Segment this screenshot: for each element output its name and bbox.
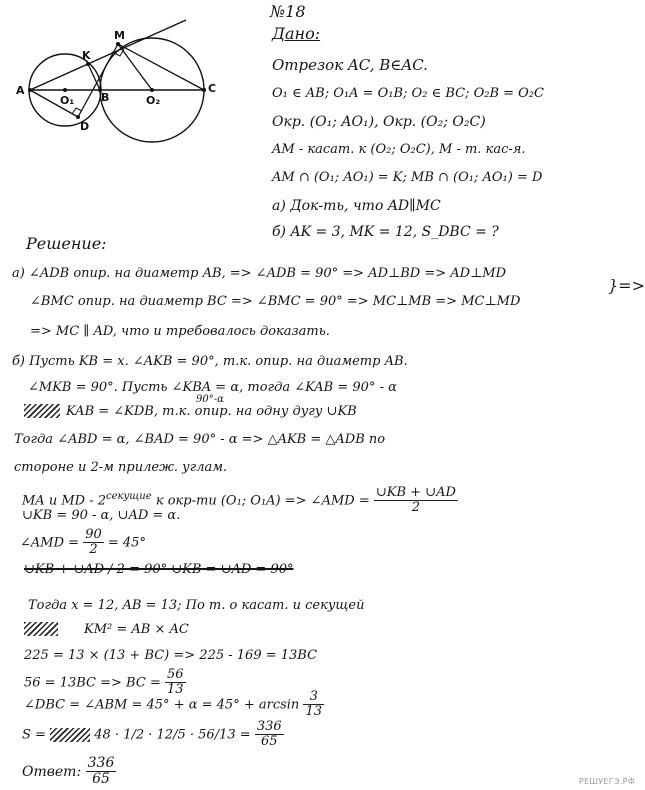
point-label-m: M [114,29,125,42]
amd-value-denominator: 2 [89,542,98,558]
point-label-d: D [80,120,90,133]
amd-value-numerator: 90 [85,527,102,542]
part-a-line-1: а) ∠ADB опир. на диаметр AB, => ∠ADB = 90° => AD⊥BD => AD⊥MD [12,266,507,281]
arcsin-fraction [303,690,324,720]
answer-denominator: 65 [92,771,110,788]
point-label-c: C [208,82,217,95]
segment-mc [118,44,204,90]
arcsin-numerator: 3 [303,690,324,705]
part-b-line-13 [24,690,324,720]
given-line-7: б) AK = 3, MK = 12, S_DBC = ? [272,224,499,240]
part-b-line-3: KAB = ∠KDB, т.к. опир. на одну дугу ∪KB [66,404,357,419]
problem-number: №18 [270,2,306,21]
answer-numerator: 336 [87,755,115,771]
center-label-o1: O₁ [60,94,75,107]
part-a-line-3: => MC ∥ AD, что и требовалось доказать. [30,324,330,339]
point-label-k: K [82,49,91,62]
part-b-line-6-sup: секущие [106,490,152,502]
given-line-1: Отрезок AC, B∈AC. [272,56,428,74]
answer-label: Ответ: [22,763,82,780]
area-part-1: 48 [94,727,111,743]
part-b-line-11: 225 = 13 × (13 + BC) => 225 - 169 = 13BC [24,648,318,663]
part-b-line-1: б) Пусть KB = x. ∠AKB = 90°, т.к. опир. на диаметр AB. [12,354,408,369]
part-b-line-7: ∪KB = 90 - α, ∪AD = α. [22,508,181,523]
given-line-3: Окр. (O₁; AO₁), Окр. (O₂; O₂C) [272,114,486,130]
area-prefix: S = [22,727,46,743]
given-line-4: AM - касат. к (O₂; O₂C), M - т. кас-я. [272,142,526,157]
part-b-line-4: Тогда ∠ABD = α, ∠BAD = 90° - α => △AKB = △ADB по [14,432,386,447]
area-result-fraction [255,720,284,750]
area-result-denominator: 65 [260,734,278,750]
watermark: РЕШУЕГЭ.РФ [578,777,635,786]
area-part-8: = [239,727,251,743]
scribble-mark-2 [24,622,58,636]
given-line-2: O₁ ∈ AB; O₁A = O₁B; O₂ ∈ BC; O₂B = O₂C [272,86,544,101]
scribble-mark [24,404,60,418]
part-b-line-2: ∠MKB = 90°. Пусть ∠KBA = α, тогда ∠KAB = 90° - α [28,380,397,395]
part-b-line-5: стороне и 2-м прилеж. углам. [14,460,228,475]
amd-fraction-numerator: ∪KB + ∪AD [375,485,456,500]
point-label-a: A [16,84,25,97]
part-b-note: 90°-α [196,394,224,405]
answer-line [22,756,116,788]
tangent-am [30,20,186,90]
part-b-line-9: Тогда x = 12, AB = 13; По т. о касат. и секущей [28,598,365,613]
point-label-b: B [101,91,110,104]
arcsin-denominator: 13 [305,704,322,720]
area-part-4: · [148,727,153,743]
part-b-line-8-post: = 45° [107,535,146,551]
given-line-6: а) Док-ть, что AD∥MC [272,198,441,214]
part-b-line-8 [20,528,146,558]
amd-fraction [374,486,458,516]
given-line-5: AM ∩ (O₁; AO₁) = K; MB ∩ (O₁; AO₁) = D [272,170,543,185]
part-b-line-6-pre: MA и MD - 2 [22,493,106,509]
answer-fraction [86,756,117,788]
part-b-line-12-pre: 56 = 13BC => BC = [24,675,161,691]
part-b-line-13-pre: ∠DBC = ∠ABM = 45° + α = 45° + arcsin [24,697,300,713]
part-a-line-2: ∠BMC опир. на диаметр BC => ∠BMC = 90° => MC⊥MB => MC⊥MD [30,294,521,309]
amd-fraction-denominator: 2 [411,500,421,516]
area-part-3: 1/2 [123,727,145,743]
area-formula [22,720,284,750]
part-b-line-10: KM² = AB × AC [84,622,189,637]
bc-numerator: 56 [166,667,184,682]
part-b-line-6-post: к окр-ти (O₁; O₁A) => ∠AMD = [155,493,370,509]
area-result-numerator: 336 [256,719,282,734]
given-title: Дано: [272,24,321,43]
area-part-2: · [114,727,120,743]
area-scribble [50,728,90,742]
part-b-line-8-pre: ∠AMD = [20,535,80,551]
bc-denominator: 13 [166,682,184,698]
solution-title: Решение: [26,234,107,253]
area-part-5: 12/5 [156,727,186,743]
crossed-out-line: ∪KB + ∪AD / 2 = 90° ∪KB = ∪AD = 90° [24,562,294,577]
part-a-brace: }=> [608,276,645,295]
amd-value-fraction [83,528,104,558]
area-part-7: 56/13 [198,727,236,743]
center-label-o2: O₂ [146,94,161,107]
area-part-6: · [189,727,195,743]
